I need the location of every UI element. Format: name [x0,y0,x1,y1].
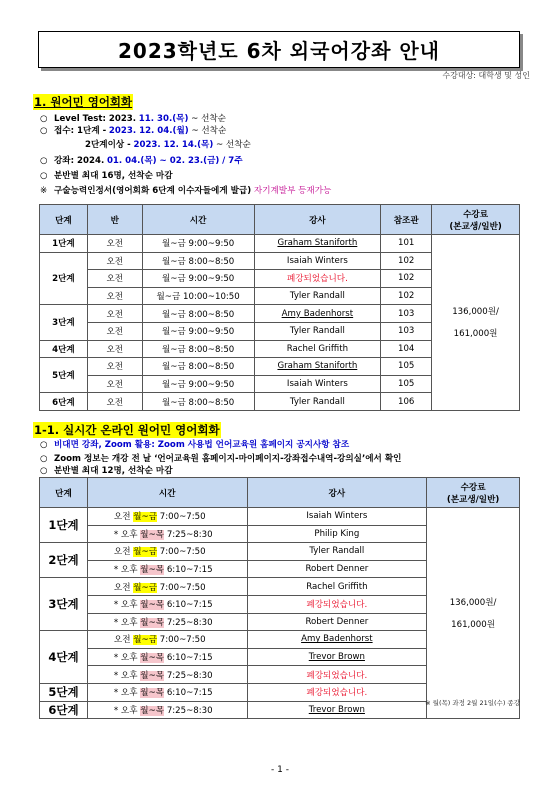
table-row: * 오후 월~목 7:25~8:30 Philip King [40,525,520,543]
table-row: 4단계 오전 월~금 8:00~8:50 Rachel Griffith 104 [40,340,520,358]
table-row: 2단계 오전 월~금 7:00~7:50 Tyler Randall [40,543,520,561]
table-row: 오전 월~금 10:00~10:50 Tyler Randall 102 [40,287,520,305]
table-row: 6단계 * 오후 월~목 7:25~8:30 Trevor Brown [40,701,520,719]
bullet-capacity-2: ○ 분반별 최대 12명, 선착순 마감 [40,466,173,476]
header-teacher: 강사 [247,478,427,508]
table-row: 1단계 오전 월~금 7:00~7:50 Isaiah Winters 136,000원/ 161,000원 [40,508,520,526]
audience-note: 수강대상: 대학생 및 성인 [442,71,530,80]
footnote: ※ 월(목) 과정 2월 21일(수) 종강 [425,699,520,707]
table-row: 오전 월~금 9:00~9:50 폐강되었습니다. 102 [40,270,520,288]
page-title: 2023학년도 6차 외국어강좌 안내 [118,39,440,63]
header-fee: 수강료 (본교생/일반) [432,205,520,235]
header-level: 단계 [40,478,88,508]
table-row: 4단계 오전 월~금 7:00~7:50 Amy Badenhorst [40,631,520,649]
header-class: 반 [87,205,142,235]
header-time: 시간 [87,478,247,508]
bullet-course-period: ○ 강좌: 2024. 01. 04.(목) ~ 02. 23.(금) / 7주 [40,156,243,166]
bullet-level-test: ○ Level Test: 2023. 11. 30.(목) ~ 선착순 [40,114,226,124]
bullet-register-2: 2단계이상 - 2023. 12. 14.(목) ~ 선착순 [85,140,251,150]
table-row: 2단계 오전 월~금 8:00~8:50 Isaiah Winters 102 [40,252,520,270]
table-row: 오전 월~금 9:00~9:50 Isaiah Winters 105 [40,375,520,393]
table-row: 5단계 오전 월~금 8:00~8:50 Graham Staniforth 105 [40,358,520,376]
page-title-box [38,31,520,68]
bullet-certificate: ※ 구술능력인정서(영어회화 6단계 이수자들에게 발급) 자기계발부 등재가능 [40,186,332,196]
header-teacher: 강사 [254,205,381,235]
header-time: 시간 [142,205,254,235]
table-row: 6단계 오전 월~금 8:00~8:50 Tyler Randall 106 [40,393,520,411]
table-row: * 오후 월~목 6:10~7:15 Robert Denner [40,560,520,578]
table-row: * 오후 월~목 7:25~8:30 Robert Denner [40,613,520,631]
section2-table [39,477,520,719]
table-row: 오전 월~금 9:00~9:50 Tyler Randall 103 [40,322,520,340]
header-room: 참조관 [381,205,432,235]
page-number: - 1 - [271,765,289,775]
bullet-capacity: ○ 분반별 최대 16명, 선착순 마감 [40,171,173,181]
table-row: * 오후 월~목 7:25~8:30 폐강되었습니다. [40,666,520,684]
table-row: * 오후 월~목 6:10~7:15 Trevor Brown [40,648,520,666]
table-row: 1단계 오전 월~금 9:00~9:50 Graham Staniforth 101 136,000원/ 161,000원 [40,235,520,253]
header-level: 단계 [40,205,88,235]
bullet-zoom: ○ 비대면 강좌, Zoom 활용: Zoom 사용법 언어교육원 홈페이지 공지사항 참조 [40,440,350,450]
bullet-register-1: ○ 접수: 1단계 - 2023. 12. 04.(월) ~ 선착순 [40,126,227,136]
section1-title: 1. 원어민 영어회화 [34,95,133,109]
table-row: 5단계 * 오후 월~목 6:10~7:15 폐강되었습니다. [40,683,520,701]
table-row: 3단계 오전 월~금 8:00~8:50 Amy Badenhorst 103 [40,305,520,323]
section1-table [39,204,520,411]
fee-cell: 136,000원/ 161,000원 [432,235,520,411]
section2-title: 1-1. 실시간 온라인 원어민 영어회화 [34,423,220,437]
bullet-zoom-info: ○ Zoom 정보는 개강 전 날 ‘언어교육원 홈페이지-마이페이지-강좌접수내역-강의실’에서 확인 [40,454,402,464]
table-row: 3단계 오전 월~금 7:00~7:50 Rachel Griffith [40,578,520,596]
table-row: * 오후 월~목 6:10~7:15 폐강되었습니다. [40,595,520,613]
header-fee: 수강료 (본교생/일반) [427,478,520,508]
fee-cell: 136,000원/ 161,000원 [427,508,520,719]
